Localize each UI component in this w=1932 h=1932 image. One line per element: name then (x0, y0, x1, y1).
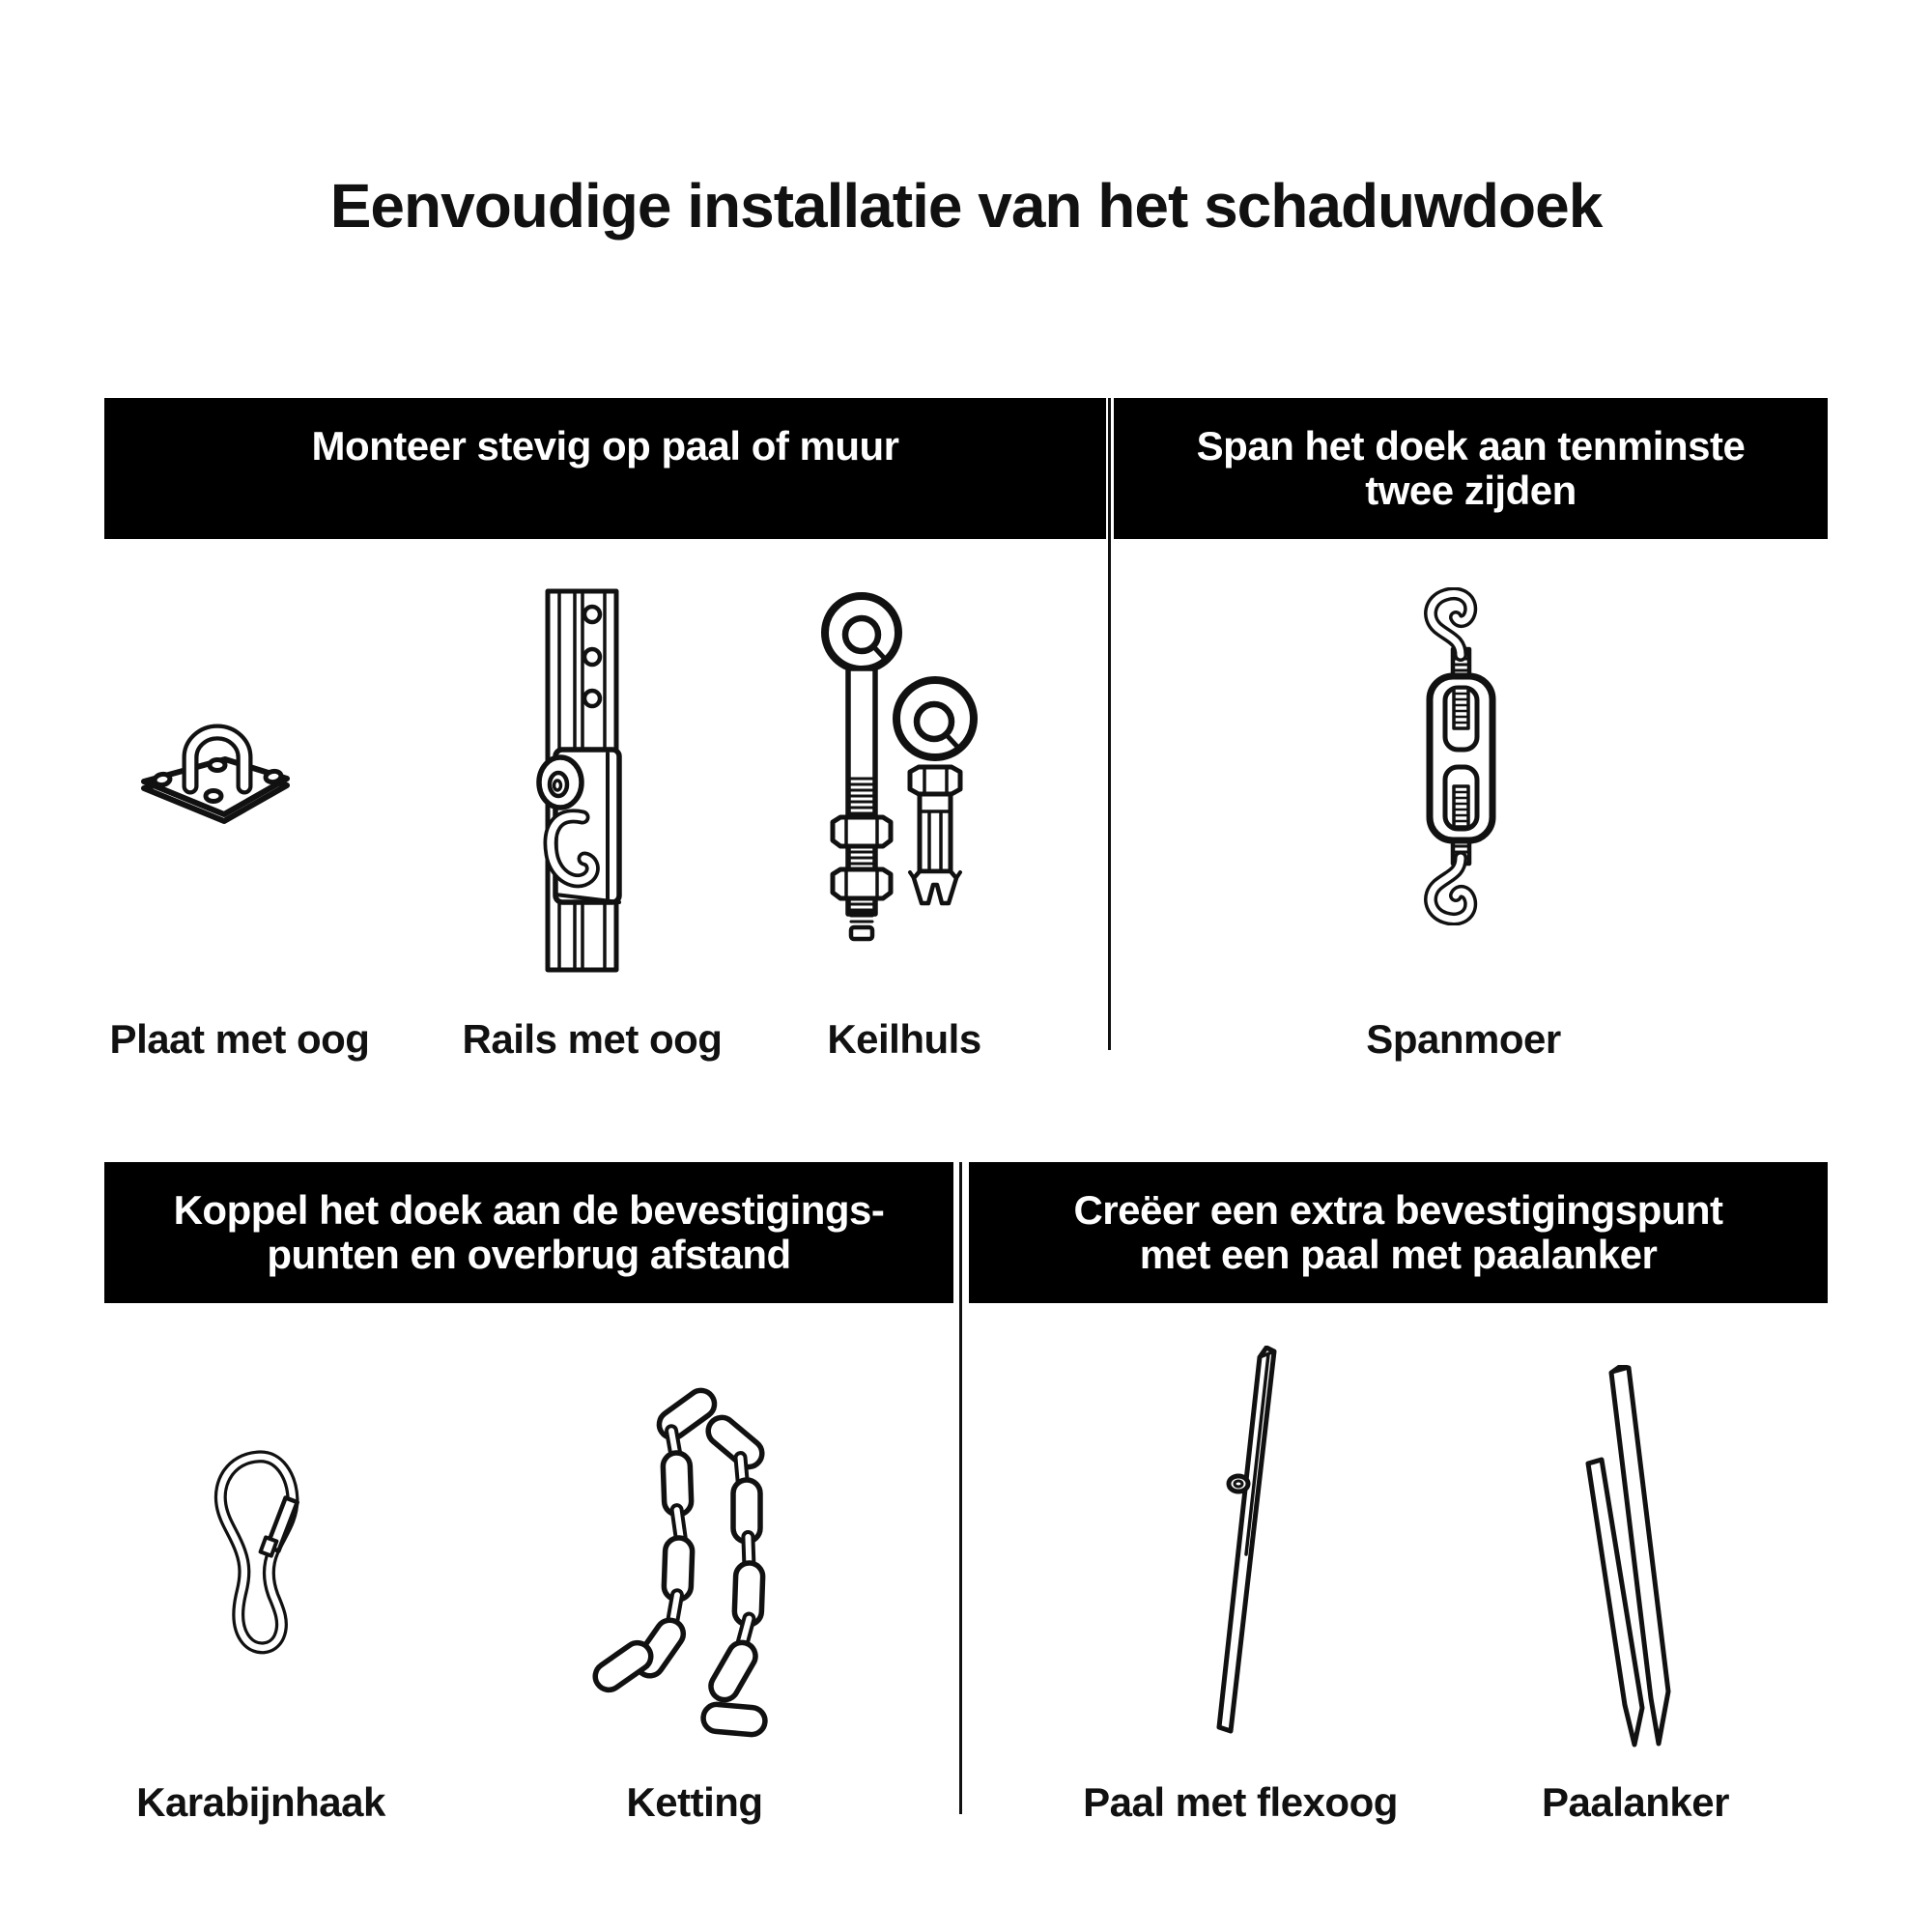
header-line: Span het doek aan tenminste (1196, 423, 1746, 469)
item-label-karabijnhaak: Karabijnhaak (136, 1779, 385, 1825)
header-line: Koppel het doek aan de bevestigings- (173, 1187, 885, 1233)
carabiner-icon (208, 1447, 314, 1674)
header-line: Creëer een extra bevestigingspunt (1073, 1187, 1723, 1233)
pole-with-flex-eye-icon (1198, 1346, 1285, 1737)
section-header-koppel (104, 1162, 953, 1303)
item-label-paalanker: Paalanker (1542, 1779, 1729, 1825)
item-label-plaat-met-oog: Plaat met oog (109, 1016, 370, 1062)
header-line: met een paal met paalanker (1139, 1232, 1658, 1277)
chain-icon (536, 1379, 797, 1766)
item-label-spanmoer: Spanmoer (1366, 1016, 1561, 1062)
item-label-paal-met-flexoog: Paal met flexoog (1083, 1779, 1398, 1825)
page-title: Eenvoudige installatie van het schaduwdoek (329, 171, 1603, 241)
item-label-ketting: Ketting (626, 1779, 763, 1825)
item-label-rails-met-oog: Rails met oog (462, 1016, 723, 1062)
bottom-section-divider-line (959, 1162, 962, 1814)
pad-eye-plate-icon (135, 715, 299, 826)
item-label-keilhuls: Keilhuls (827, 1016, 981, 1062)
rail-with-eye-icon (526, 587, 642, 974)
header-line: punten en overbrug afstand (267, 1232, 791, 1277)
header-line: twee zijden (1365, 468, 1577, 513)
section-header-span (1114, 398, 1828, 539)
header-line: Monteer stevig op paal of muur (311, 423, 899, 469)
section-header-creeer (969, 1162, 1828, 1303)
section-header-mount (104, 398, 1106, 539)
expansion-eye-bolt-icon (811, 587, 985, 945)
top-section-divider-line (1108, 398, 1111, 1050)
turnbuckle-icon (1401, 587, 1521, 925)
ground-anchor-icon (1577, 1365, 1683, 1756)
